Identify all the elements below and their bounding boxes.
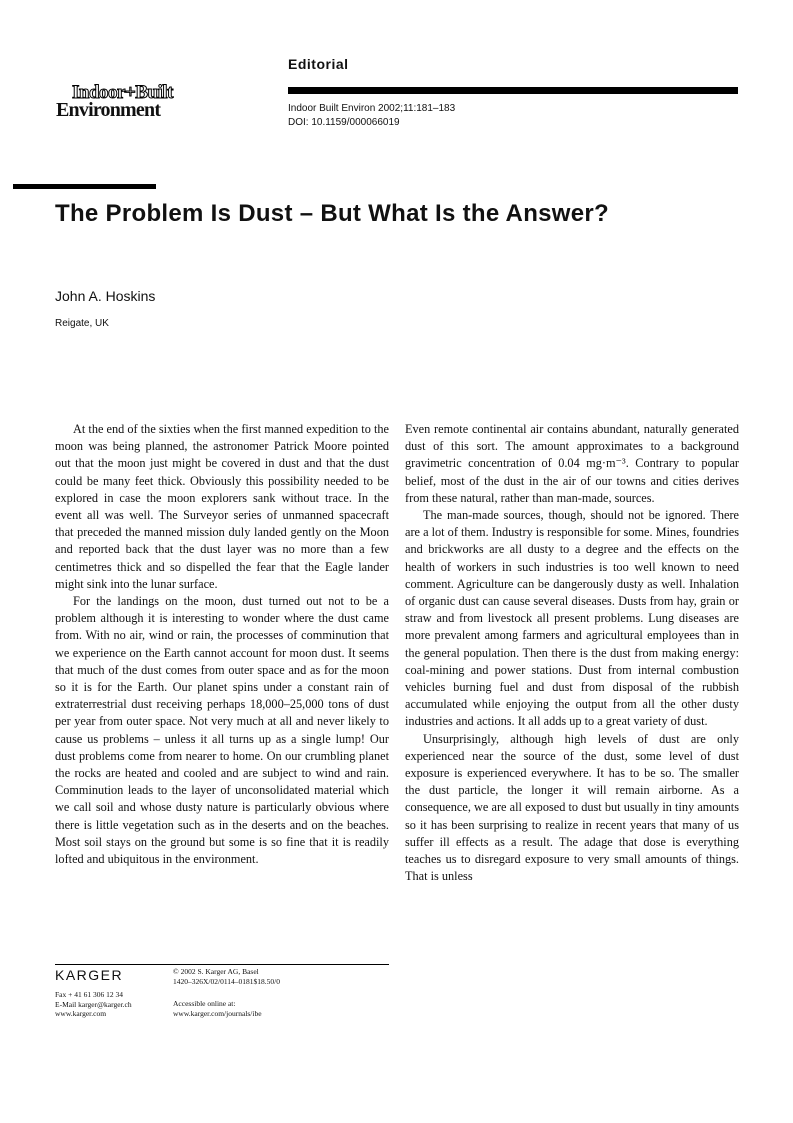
paragraph: For the landings on the moon, dust turned out not to be a problem although it is interesting to wonder where the dust came from. With no air, wind or rain, the processes of comminution that we experience on the Earth cannot account for moon dust. It seems that much of the dust comes from outer space and as for the moon so it is for the Earth. Our planet spins under a constant rain of extraterrestrial dust receiving perhaps 18,000–25,000 tons of dust per year from outer space. Not very much at all and never likely to cause us problems – unless it all turns up as a single lump! Our dust problems come from nearer to home. On our crumbling planet the rocks are heated and cooled and are subject to wind and rain. Comminution leads to the layer of unconsolidated material which we call soil and whose dusty nature is particularly obvious where there is little vegetation such as in the deserts and on the beaches. Most soil stays on the ground but some is so fine that it is readily lofted and ubiquitous in the environment. [55, 594, 389, 867]
citation-block [288, 102, 455, 130]
doi: DOI: 10.1159/000066019 [288, 117, 400, 128]
footer-rule [55, 964, 389, 965]
body-column-left [55, 421, 389, 868]
issn: 1420–326X/02/0114–0181$18.50/0 [173, 976, 281, 986]
access-block [173, 999, 262, 1018]
fax: Fax + 41 61 306 12 34 [55, 990, 123, 999]
access-url: www.karger.com/journals/ibe [173, 1008, 262, 1018]
copyright-block [173, 967, 280, 986]
paragraph: Unsurprisingly, although high levels of dust are only experienced near the source of the dust, some level of dust exposure is experienced everywhere. It has to be so. The smaller the dust particle, the longer it will remain airborne. As a consequence, we are all exposed to dust but usually in tiny amounts so it has been surprising to realize in recent years that many of us suffer ill effects as a result. The adage that dose is everything teaches us to disregard exposure to very small amounts of things. That is unless [405, 731, 739, 884]
copyright: © 2002 S. Karger AG, Basel [173, 967, 259, 976]
paragraph: Even remote continental air contains abundant, naturally generated dust of this sort. The amount approximates to a background gravimetric concentration of 0.04 mg·m⁻³. Contrary to popular belief, most of the dust in the air of our towns and cities derives from these natural, rather than man-made, sources. [405, 422, 739, 505]
author-affiliation: Reigate, UK [55, 318, 109, 329]
publisher-logo: KARGER [55, 967, 124, 983]
journal-logo [56, 84, 173, 119]
paragraph: At the end of the sixties when the first manned expedition to the moon was being planned, the astronomer Patrick Moore pointed out that the moon just might be covered in dust and that the dust could be many feet thick. Obviously this possibility needed to be explored in case the moon explorers sank without trace. In the event all was well. The Surveyor series of unmanned spacecraft that preceded the manned mission duly landed gently on the Moon and reported back that the dust layer was no more than a few centimetres thick and so dispelled the fear that the Eagle lander might sink into the lunar surface. [55, 422, 389, 591]
title-rule [13, 184, 156, 189]
website: www.karger.com [55, 1009, 107, 1018]
body-column-right [405, 421, 739, 885]
citation: Indoor Built Environ 2002;11:181–183 [288, 103, 456, 114]
header-rule [288, 87, 738, 94]
publisher-contact [55, 990, 132, 1019]
journal-logo-line2: Environment [56, 99, 161, 121]
article-title: The Problem Is Dust – But What Is the Answer? [55, 200, 610, 227]
access-label: Accessible online at: [173, 999, 236, 1008]
email: E-Mail karger@karger.ch [55, 999, 132, 1009]
author-name: John A. Hoskins [55, 288, 156, 304]
journal-logo-line1: Indoor+Built [72, 82, 173, 103]
section-label: Editorial [288, 56, 349, 72]
paragraph: The man-made sources, though, should not be ignored. There are a lot of them. Industry is responsible for some. Mines, foundries and brickworks are all dusty to a degree and the effects on the health of workers in such industries is too well known to need comment. Agriculture can be dangerously dusty as well. Inhalation of organic dust can cause several diseases. Dusts from hay, grain or straw and from livestock all present problems. Lung diseases are more prevalent among farmers and agricultural employees than in the general population. Then there is the dust from making energy: coal-mining and power stations. Dust from internal combustion vehicles burning fuel and dust from disposal of the rubbish accumulated while enjoying the output from all the other dusty industries and actions. It all adds up to a great variety of dust. [405, 508, 739, 729]
